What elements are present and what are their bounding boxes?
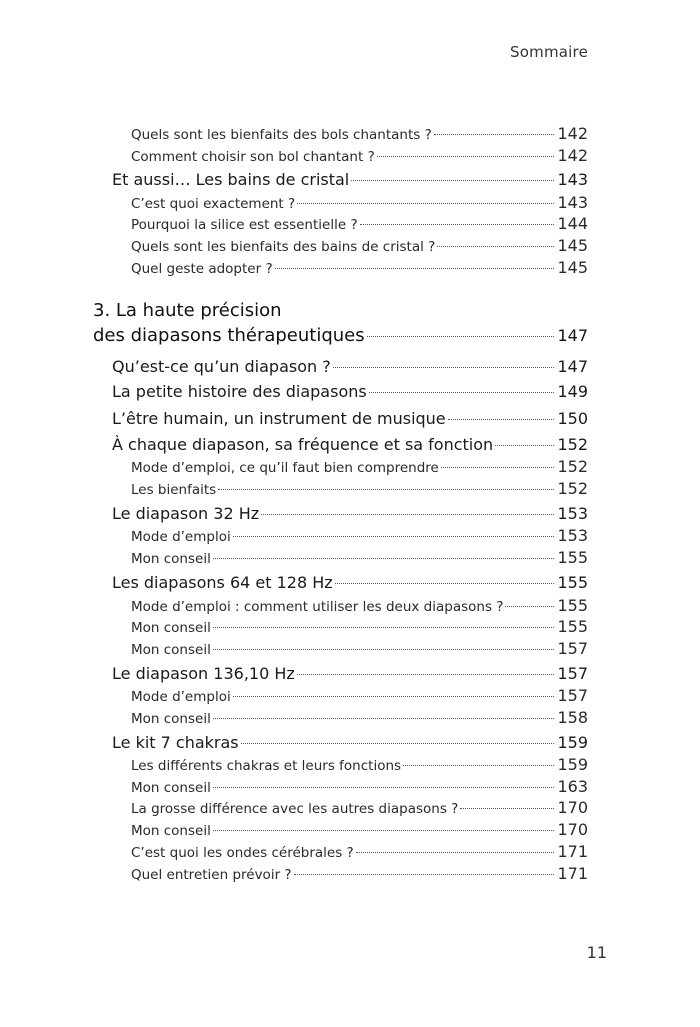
chapter-page: 147 [557,326,588,345]
toc-entry-label: Quels sont les bienfaits des bains de cristal ? [131,239,436,255]
toc-entry-label: Mon conseil [131,642,211,658]
toc-section-label: Les diapasons 64 et 128 Hz [112,573,333,592]
toc-section-page: 155 [557,573,588,592]
toc-entry-page: 170 [557,820,588,839]
toc-entry [131,708,588,727]
toc-entry-page: 142 [557,124,588,143]
dot-leader [261,514,554,515]
dot-leader [369,392,555,393]
toc-entry-page: 171 [557,864,588,883]
toc-section [112,170,588,189]
toc-entry-page: 152 [557,479,588,498]
toc-section-page: 159 [557,733,588,752]
toc-section-label: L’être humain, un instrument de musique [112,409,446,428]
toc-entry-label: Les bienfaits [131,482,217,498]
dot-leader [213,627,555,628]
toc-entry-page: 171 [557,842,588,861]
dot-leader [505,606,554,607]
dot-leader [213,718,555,719]
dot-leader [403,765,554,766]
dot-leader [460,808,554,809]
toc-entry [131,479,588,498]
toc-entry-page: 152 [557,457,588,476]
toc-entry-label: Quel geste adopter ? [131,261,273,277]
running-head: Sommaire [510,43,588,61]
dot-leader [377,156,555,157]
toc-section [112,664,588,683]
chapter-title-line2: des diapasons thérapeutiques [93,325,365,346]
toc-entry-page: 155 [557,548,588,567]
toc-entry [131,596,588,615]
toc-entry-label: C’est quoi exactement ? [131,196,296,212]
dot-leader [360,224,555,225]
dot-leader [437,246,554,247]
dot-leader [495,445,554,446]
toc-entry-page: 153 [557,526,588,545]
toc-entry-page: 143 [557,193,588,212]
toc-entry-label: La grosse différence avec les autres diapasons ? [131,801,459,817]
toc-entry-label: Mode d’emploi, ce qu’il faut bien comprendre [131,460,439,476]
toc-entry-label: Pourquoi la silice est essentielle ? [131,217,358,233]
toc-section-page: 152 [557,435,588,454]
toc-section [112,357,588,376]
toc-entry-label: Mode d’emploi [131,529,231,545]
toc-section-page: 143 [557,170,588,189]
toc-section-label: La petite histoire des diapasons [112,382,367,401]
toc-entry-label: Mon conseil [131,620,211,636]
dot-leader [448,419,555,420]
dot-leader [213,787,555,788]
dot-leader [241,743,555,744]
toc-section-label: Qu’est-ce qu’un diapason ? [112,357,331,376]
toc-entry-label: Mon conseil [131,551,211,567]
toc-entry-page: 158 [557,708,588,727]
toc-entry-label: Mon conseil [131,823,211,839]
toc-entry-page: 145 [557,236,588,255]
toc-entry-page: 157 [557,639,588,658]
toc-entry [131,798,588,817]
dot-leader [333,367,555,368]
toc-entry [131,639,588,658]
dot-leader [441,467,555,468]
toc-entry [131,864,588,883]
toc-entry [131,820,588,839]
toc-entry-label: C’est quoi les ondes cérébrales ? [131,845,354,861]
toc-entry-page: 144 [557,214,588,233]
toc-entry-label: Mode d’emploi : comment utiliser les deux diapasons ? [131,599,504,615]
dot-leader [356,852,555,853]
toc-entry [131,146,588,165]
dot-leader [213,830,555,831]
dot-leader [297,674,555,675]
dot-leader [275,268,555,269]
toc-section [112,382,588,401]
toc-section-page: 147 [557,357,588,376]
toc-section [112,573,588,592]
toc-entry-page: 145 [557,258,588,277]
toc-entry [131,214,588,233]
toc-entry-label: Les différents chakras et leurs fonctions [131,758,402,774]
dot-leader [335,583,555,584]
chapter-title-line1: 3. La haute précision [93,300,282,321]
toc-section-label: Le kit 7 chakras [112,733,239,752]
toc-entry-label: Mon conseil [131,780,211,796]
toc-section-label: Le diapason 136,10 Hz [112,664,295,683]
toc-section-page: 150 [557,409,588,428]
toc-entry [131,457,588,476]
toc-entry [131,193,588,212]
dot-leader [434,134,555,135]
dot-leader [233,536,555,537]
dot-leader [367,336,555,337]
dot-leader [218,489,554,490]
toc-entry [131,258,588,277]
toc-chapter [93,325,588,346]
toc-section-label: À chaque diapason, sa fréquence et sa fonction [112,435,494,454]
toc-entry [131,842,588,861]
toc-entry [131,617,588,636]
dot-leader [351,180,554,181]
toc-entry-label: Mode d’emploi [131,689,231,705]
toc-section [112,435,588,454]
toc-section [112,409,588,428]
toc-entry-label: Mon conseil [131,711,211,727]
toc-entry-page: 159 [557,755,588,774]
toc-section [112,504,588,523]
toc-entry [131,548,588,567]
toc-entry [131,755,588,774]
dot-leader [213,558,555,559]
toc-section-page: 149 [557,382,588,401]
toc-entry-page: 142 [557,146,588,165]
dot-leader [213,649,555,650]
toc-section-page: 153 [557,504,588,523]
toc-entry [131,236,588,255]
toc-entry-page: 155 [557,617,588,636]
dot-leader [297,203,554,204]
toc-entry-page: 163 [557,777,588,796]
toc-entry-label: Quels sont les bienfaits des bols chantants ? [131,127,432,143]
toc-entry-page: 157 [557,686,588,705]
toc-entry-page: 155 [557,596,588,615]
dot-leader [233,696,555,697]
toc-entry [131,124,588,143]
toc-entry [131,686,588,705]
toc-section-label: Et aussi… Les bains de cristal [112,170,350,189]
toc-entry-label: Quel entretien prévoir ? [131,867,292,883]
dot-leader [294,874,555,875]
toc-entry-page: 170 [557,798,588,817]
toc-entry [131,526,588,545]
toc-entry [131,777,588,796]
toc-section-label: Le diapason 32 Hz [112,504,260,523]
toc-section [112,733,588,752]
toc-entry-label: Comment choisir son bol chantant ? [131,149,375,165]
page-number: 11 [586,943,607,962]
toc-section-page: 157 [557,664,588,683]
